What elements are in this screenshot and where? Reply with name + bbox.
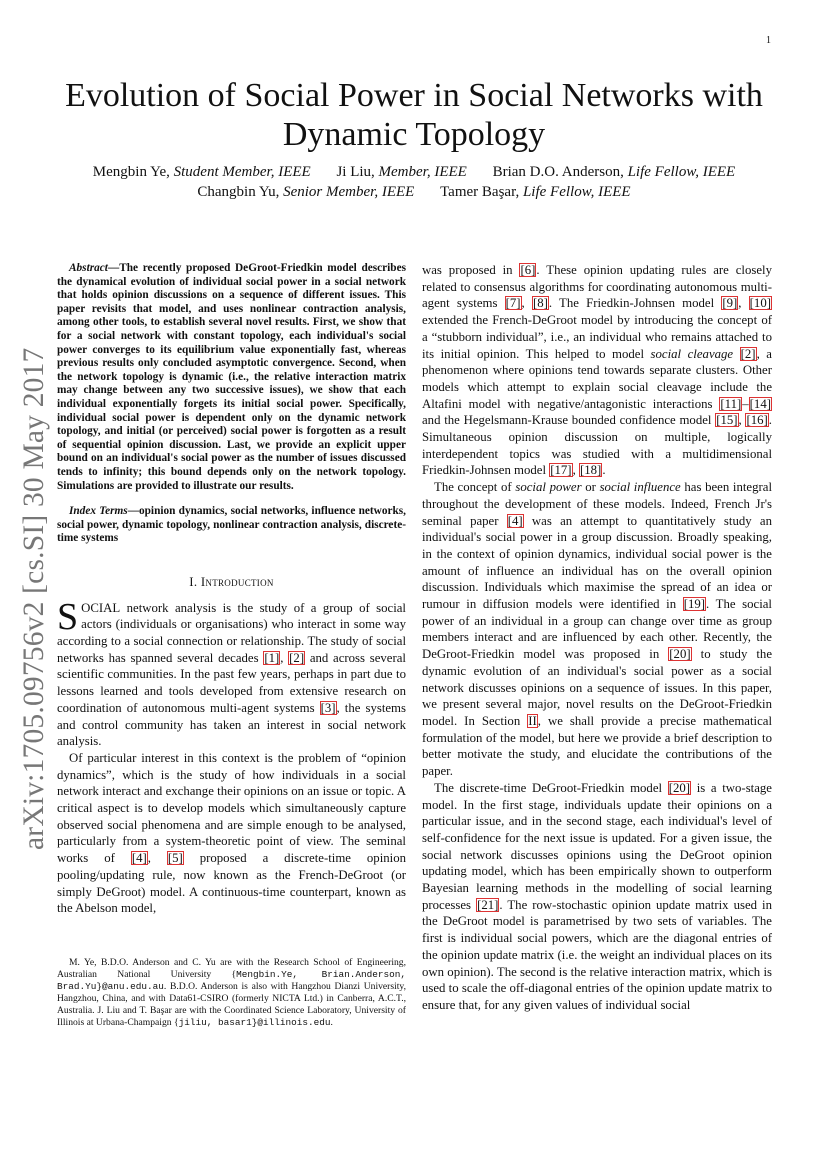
citation-link[interactable]: [20] bbox=[668, 780, 691, 795]
author bbox=[93, 164, 311, 180]
section-heading bbox=[57, 574, 406, 591]
citation-link[interactable]: [1] bbox=[264, 650, 280, 665]
citation-link[interactable]: [2] bbox=[289, 650, 305, 665]
citation-link[interactable]: [17] bbox=[550, 463, 572, 478]
index-terms bbox=[57, 505, 406, 546]
email-address: Mengbin.Ye, Brian.Anderson, Brad.Yu}@anu.edu.au bbox=[57, 969, 406, 993]
abstract-text: —The recently proposed DeGroot-Friedkin model describes the dynamical evolution of individual social power in a social network that holds opinion discussions on a sequence of different issues. This paper revisits that model, and uses nonlinear contraction analysis, among other tools, to establish several novel results. First, we show that for a social network with constant topology, each individual's social power converges to its equilibrium value exponentially fast, whereas previous results only concluded asymptotic convergence. Second, when the network topology is dynamic (i.e., the relative interaction matrix may change between any two successive issues), we show that each individual exponentially forgets its initial social power. Specifically, individual social power is dependent only on the dynamic network topology, and initial (or perceived) social power is forgotten as a result of sequential opinion discussion. Last, we provide an explicit upper bound on an individual's social power as the number of issues discussed tends to infinity; this bound depends only on the network topology. Simulations are provided to illustrate our results. bbox=[57, 262, 406, 492]
author-role: Life Fellow, IEEE bbox=[522, 184, 631, 200]
paper-title: Evolution of Social Power in Social Networks with Dynamic Topology bbox=[65, 77, 763, 153]
citation-link[interactable]: [18] bbox=[579, 463, 602, 478]
citation-link[interactable]: [9] bbox=[722, 296, 738, 311]
intro-paragraph-1: SOCIAL network analysis is the study of a group of social actors (individuals or organisations) who interact in some way according to a social connection or relationship. The study of social networks has spanned several decades [1], [2] and across several scientific communities. In the past few years, perhaps in part due to lessons learned and tools developed from extensive research on coordination of autonomous multi-agent systems [3], the systems and control community has taken an interest in social network analysis. bbox=[57, 595, 406, 749]
author-role: Life Fellow, IEEE bbox=[627, 164, 736, 180]
citation-link[interactable]: [4] bbox=[131, 851, 147, 866]
author-role: Senior Member, IEEE bbox=[283, 184, 415, 200]
right-paragraph-1: was proposed in [6]. These opinion updating rules are closely related to consensus algorithms for coordinating autonomous multi-agent systems [7], [8]. The Friedkin-Johnsen model [9], [10] extended the French-DeGroot model by introducing the concept of a “stubborn individual”, i.e., an individual who remains attached to its initial opinion. This helped to model social cleavage [2], a phenomenon where opinions tend towards separate clusters. Other models which attempt to explain social cleavage include the Altafini model with negative/antagonistic interactions [11]–[14] and the Hegelsmann-Krause bounded confidence model [15], [16]. Simultaneous opinion discussion on multiple, logically interdependent topics was studied with a multidimensional Friedkin-Johnsen model [17], [18]. bbox=[422, 263, 772, 478]
citation-link[interactable]: [8] bbox=[532, 296, 548, 311]
citation-link[interactable]: [19] bbox=[683, 597, 706, 612]
right-paragraph-2: The concept of social power or social influence has been integral throughout the development of these models. Indeed, French Jr's seminal paper [4] was an attempt to quantitatively study an individual's social power in a group discussion. Broadly speaking, in the context of opinion dynamics, individual social power is the amount of influence an individual has on the overall opinion discussion. Individuals which maximise the spread of an idea or rumour in diffusion models were identified in [19]. The social power of an individual in a group can change over time as group members interact and are influenced by each other. Recently, the DeGroot-Friedkin model was proposed in [20] to study the dynamic evolution of an individual's social power as a social network discusses opinions on a sequence of issues. In this paper, we present several major, novel results on the DeGroot-Friedkin model. In Section II, we shall provide a precise mathematical formulation of the model, but here we provide a brief description to better motivate the study, and elucidate the contributions of the paper. bbox=[422, 480, 773, 779]
citation-link[interactable]: [3] bbox=[320, 700, 336, 715]
citation-link[interactable]: [4] bbox=[507, 513, 523, 528]
right-paragraph-3: The discrete-time DeGroot-Friedkin model [20] is a two-stage model. In the first stage, individuals update their opinions on a particular issue, and in the second stage, each individual's level of self-confidence for the next issue is updated. For a given issue, the social network discusses opinions using the DeGroot opinion updating model, which has been empirically shown to outperform Bayesian learning methods in the modelling of social learning processes [21]. The row-stochastic opinion update matrix used in the DeGroot model is parametrised by two sets of variables. The first is individual social powers, which are the diagonal entries of the opinion update matrix (i.e. the weight an individual places on its own opinion). The second is the relative interaction matrix, which is used to scale the off-diagonal entries of the opinion update matrix to ensure that, for any given values of individual social bbox=[422, 780, 772, 1012]
author-name: Changbin Yu, bbox=[197, 184, 284, 200]
abstract bbox=[57, 262, 406, 493]
author bbox=[336, 164, 466, 180]
abstract-label: Abstract bbox=[69, 262, 108, 274]
author-name: Mengbin Ye, bbox=[92, 164, 174, 180]
drop-cap: S bbox=[57, 595, 79, 638]
citation-link[interactable]: [11] bbox=[720, 396, 742, 411]
arxiv-stamp: arXiv:1705.09756v2 [cs.SI] 30 May 2017 bbox=[18, 347, 50, 850]
citation-link[interactable]: [14] bbox=[749, 396, 771, 411]
author-footnote: M. Ye, B.D.O. Anderson and C. Yu are with the Research School of Engineering, Australian National University {Mengbin.Ye, Brian.Anderson, Brad.Yu}@anu.edu.au. B.D.O. Anderson is also with Hangzhou Dianzi University, Hangzhou, China, and with Data61-CSIRO (formerly NICTA Ltd.) in Canberra, A.C.T., Australia. J. Liu and T. Başar are with the Coordinated Science Laboratory, University of Illinois at Urbana-Champaign {jiliu, basar1}@illinois.edu. bbox=[57, 957, 406, 1029]
author-list bbox=[0, 162, 828, 202]
citation-link[interactable]: [20] bbox=[669, 647, 691, 662]
author-name: Ji Liu, bbox=[336, 164, 379, 180]
citation-link[interactable]: [15] bbox=[716, 413, 738, 428]
author bbox=[493, 164, 736, 180]
index-terms-label: Index Terms bbox=[69, 505, 128, 518]
author-line-1 bbox=[0, 162, 828, 182]
right-column bbox=[422, 262, 772, 1014]
author-role: Student Member, IEEE bbox=[173, 164, 311, 180]
author-role: Member, IEEE bbox=[378, 164, 467, 180]
citation-link[interactable]: [5] bbox=[167, 851, 183, 866]
section-link[interactable]: II bbox=[528, 713, 537, 728]
email-address: jiliu, basar1}@illinois.edu bbox=[178, 1017, 331, 1029]
author-name: Brian D.O. Anderson, bbox=[492, 164, 628, 180]
section-title: Introduction bbox=[200, 574, 274, 589]
page-number: 1 bbox=[766, 35, 771, 46]
citation-link[interactable]: [16] bbox=[746, 413, 768, 428]
citation-link[interactable]: [21] bbox=[477, 897, 499, 912]
citation-link[interactable]: [6] bbox=[520, 263, 536, 277]
citation-link[interactable]: [7] bbox=[505, 296, 521, 311]
author-name: Tamer Başar, bbox=[440, 184, 523, 200]
index-terms-text: —opinion dynamics, social networks, influence networks, social power, dynamic topology, nonlinear contraction analysis, discrete-time systems bbox=[57, 505, 406, 545]
left-column bbox=[57, 262, 406, 917]
section-number: I. bbox=[189, 574, 201, 589]
author bbox=[197, 184, 414, 200]
citation-link[interactable]: [2] bbox=[740, 346, 756, 361]
author-line-2 bbox=[0, 182, 828, 202]
citation-link[interactable]: [10] bbox=[749, 296, 771, 311]
author bbox=[440, 184, 631, 200]
intro-paragraph-2: Of particular interest in this context is the problem of “opinion dynamics”, which is the study of how individuals in a social network interact and exchange their opinions on an issue or topic. A critical aspect is to develop models which simultaneously capture observed social phenomena and are simple enough to be analysed, particularly from a system-theoretic point of view. The seminal works of [4], [5] proposed a discrete-time opinion pooling/updating rule, now known as the French-DeGroot (or simply DeGroot) model. A continuous-time counterpart, known as the Abelson model, bbox=[57, 750, 407, 916]
